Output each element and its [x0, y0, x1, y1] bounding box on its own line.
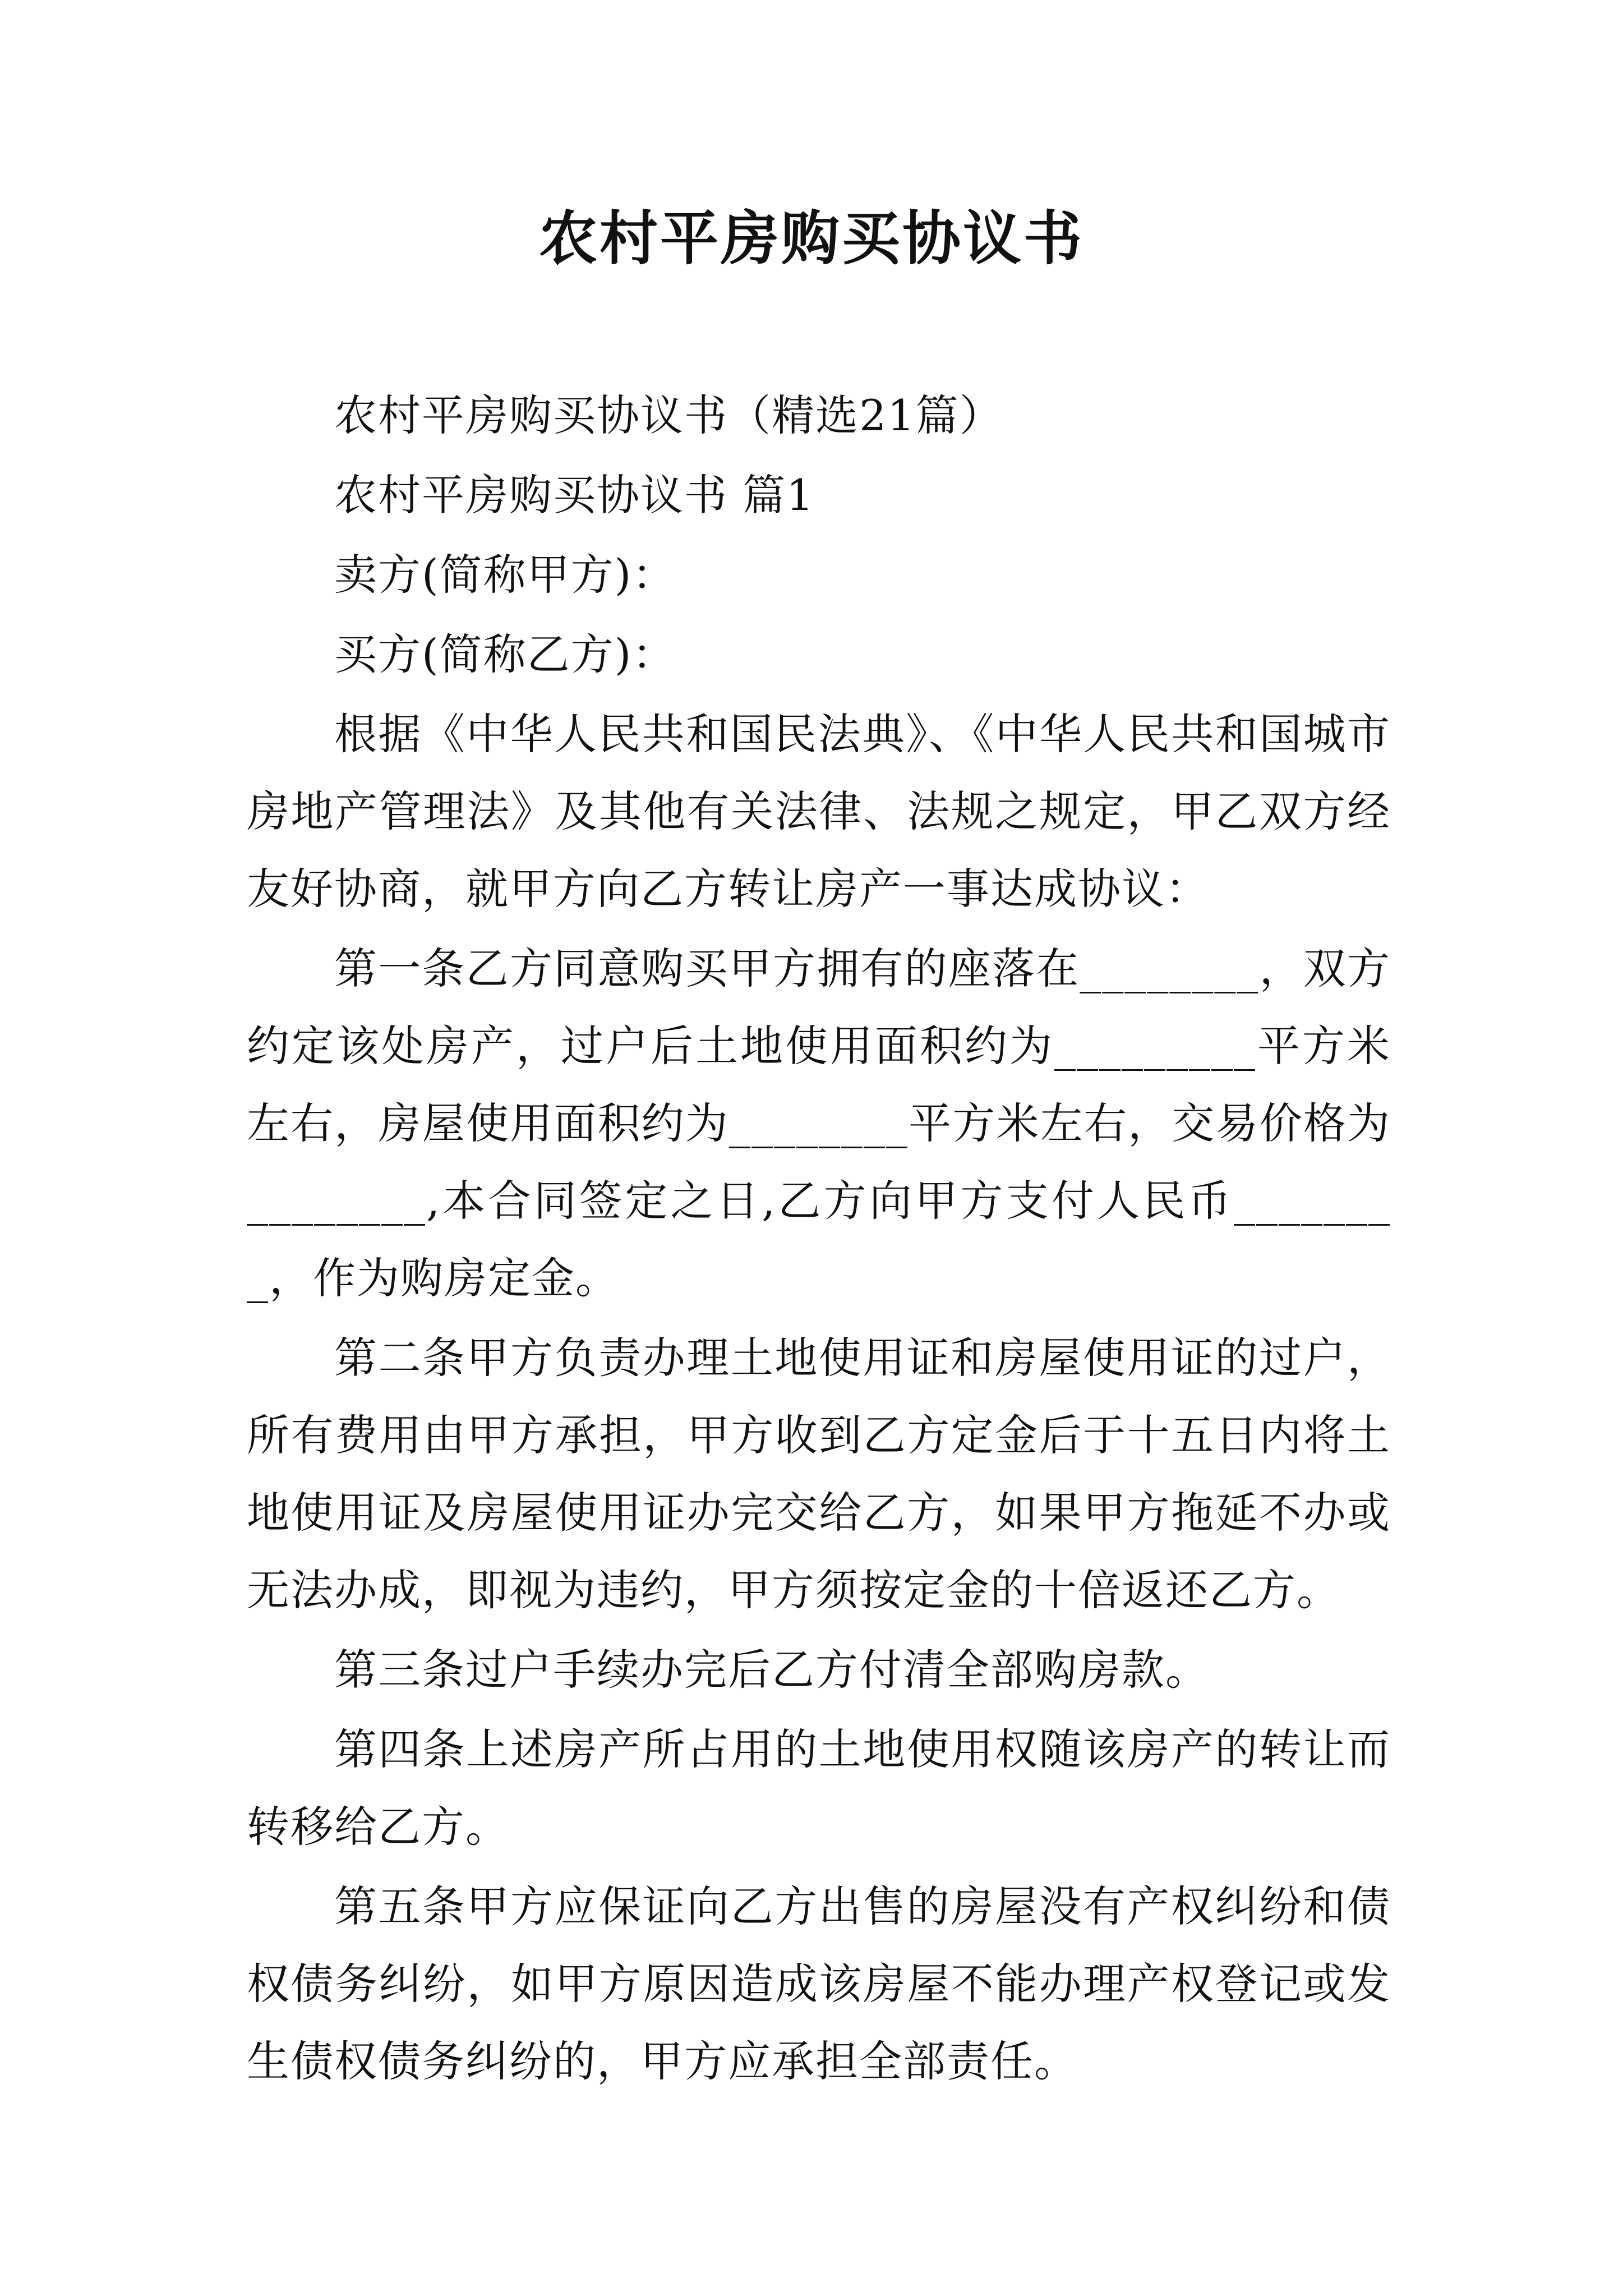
article-1: 第一条乙方同意购买甲方拥有的座落在________，双方约定该处房产，过户后土地使用面积约为_________平方米左右，房屋使用面积约为________平方米左右，交易价格为________,本合同签定之日,乙方向甲方支付人民币________，作为购房定金。: [247, 944, 1391, 1303]
article-4: 第四条上述房产所占用的土地使用权随该房产的转让而转移给乙方。: [247, 1724, 1391, 1852]
article-3: 第三条过户手续办完后乙方付清全部购房款。: [334, 1645, 1209, 1695]
document-body: [247, 377, 1391, 2102]
document-title: 农村平房购买协议书: [538, 204, 1084, 273]
section-heading: 农村平房购买协议书 篇1: [334, 470, 815, 520]
seller-line: 卖方(简称甲方)：: [334, 550, 676, 600]
subtitle-paragraph: 农村平房购买协议书（精选21篇）: [334, 390, 1003, 440]
article-5: 第五条甲方应保证向乙方出售的房屋没有产权纠纷和债权债务纠纷，如甲方原因造成该房屋不能办理产权登记或发生债权债务纠纷的，甲方应承担全部责任。: [247, 1881, 1391, 2086]
article-2: 第二条甲方负责办理土地使用证和房屋使用证的过户，所有费用由甲方承担，甲方收到乙方定金后于十五日内将土地使用证及房屋使用证办完交给乙方，如果甲方拖延不办或无法办成，即视为违约，甲方须按定金的十倍返还乙方。: [247, 1333, 1391, 1615]
preamble-paragraph: 根据《中华人民共和国民法典》、《中华人民共和国城市房地产管理法》及其他有关法律、法规之规定，甲乙双方经友好协商，就甲方向乙方转让房产一事达成协议：: [247, 709, 1391, 914]
buyer-line: 买方(简称乙方)：: [334, 629, 676, 679]
